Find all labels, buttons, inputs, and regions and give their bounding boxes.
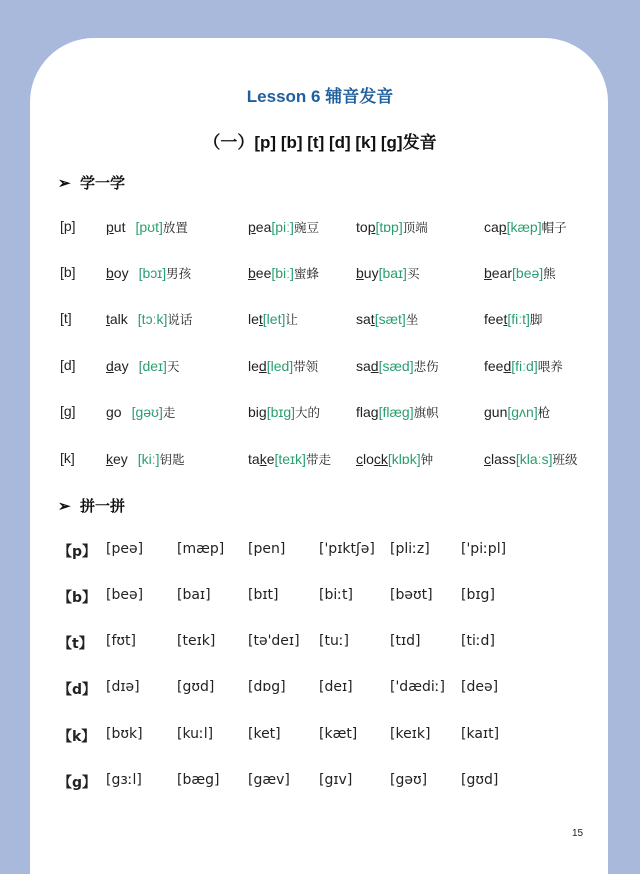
phonetic: [klɒk] (387, 451, 421, 467)
phonetic-item: [fʊt] (106, 633, 136, 649)
phonetic: [led] (266, 358, 294, 374)
phonetic: [bɔɪ] (138, 265, 167, 281)
underlined-letter: b (484, 265, 492, 281)
chinese-meaning: 班级 (552, 452, 578, 467)
underlined-letter: b (248, 265, 256, 281)
vocab-word (484, 403, 550, 421)
phonetic-item: [bæg] (177, 772, 220, 788)
vocab-word (484, 310, 542, 328)
learn-heading (58, 172, 125, 193)
vocab-word (106, 403, 175, 421)
phonetic-item: [keɪk] (390, 726, 431, 742)
underlined-letter: b (106, 265, 114, 281)
underlined-letter: k (106, 451, 113, 467)
chinese-meaning: 熊 (543, 266, 556, 281)
phonetic: [gəʊ] (131, 404, 163, 420)
vocab-word (484, 357, 563, 375)
phonetic: [pʊt] (135, 219, 163, 235)
spell-row-label: 【k】 (58, 729, 96, 745)
word-part: lo (363, 451, 374, 467)
underlined-letter: d (258, 358, 267, 374)
word-part: uy (363, 265, 379, 281)
phonetic: [bɪg] (266, 404, 296, 420)
arrow-bullet-icon: ➢ (58, 497, 71, 515)
spell-row-label: 【b】 (58, 590, 97, 606)
chinese-meaning: 悲伤 (413, 359, 439, 374)
vocab-word (106, 357, 179, 375)
phonetic-item: [pen] (248, 541, 286, 557)
chinese-meaning: 坐 (405, 312, 419, 327)
vocab-word (484, 218, 567, 236)
word-part: ee (255, 265, 272, 281)
chinese-meaning: 大的 (295, 405, 321, 420)
underlined-letter: c (356, 451, 363, 467)
vocab-word (106, 310, 192, 328)
vocab-word (106, 264, 191, 282)
phonetic-item: [teɪk] (177, 633, 216, 649)
vocab-word (356, 403, 439, 421)
phonetic-item: ['piːpl] (461, 541, 507, 557)
phonetic-item: [tə'deɪ] (248, 633, 300, 649)
phonetic: [kæp] (506, 219, 542, 235)
chinese-meaning: 钥匙 (159, 452, 185, 467)
phonetic: [kiː] (137, 451, 160, 467)
spell-heading-text: 拼一拼 (80, 497, 126, 515)
underlined-letter: g (106, 404, 114, 420)
underlined-letter: g (258, 404, 267, 420)
phonetic-item: [ket] (248, 726, 281, 742)
underlined-letter: p (367, 219, 376, 235)
learn-row-label: [t] (60, 310, 72, 326)
chinese-meaning: 蜜蜂 (293, 266, 319, 281)
chinese-meaning: 走 (162, 405, 176, 420)
phonetic-item: [tɪd] (390, 633, 421, 649)
phonetic-item: [bɪt] (248, 587, 279, 603)
phonetic-item: [pliːz] (390, 541, 430, 557)
phonetic-item: [deə] (461, 679, 499, 695)
word-part: fla (356, 404, 371, 420)
phonetic: [deɪ] (138, 358, 167, 374)
phonetic-item: [bəʊt] (390, 587, 433, 603)
phonetic: [sæd] (378, 358, 414, 374)
word-part: fee (484, 358, 504, 374)
underlined-letter: p (498, 219, 507, 235)
vocab-word (356, 264, 419, 282)
phonetic-item: [beə] (106, 587, 144, 603)
word-part: e (266, 451, 275, 467)
word-part: lass (491, 451, 516, 467)
chinese-meaning: 带领 (293, 359, 319, 374)
underlined-letter: p (106, 219, 114, 235)
phonetic: [fiːt] (507, 311, 530, 327)
vocab-word (106, 450, 185, 468)
phonetic-item: [deɪ] (319, 679, 353, 695)
spell-row-label: 【t】 (58, 636, 93, 652)
underlined-letter: k (259, 451, 267, 467)
phonetic-item: [mæp] (177, 541, 225, 557)
chinese-meaning: 枪 (537, 405, 551, 420)
underlined-letter: d (503, 358, 512, 374)
underlined-letter: g (484, 404, 492, 420)
phonetic: [fiːd] (511, 358, 538, 374)
word-part: ut (113, 219, 126, 235)
word-part: ay (113, 358, 129, 374)
chinese-meaning: 脚 (529, 312, 543, 327)
spell-row-label: 【p】 (58, 544, 97, 560)
underlined-letter: g (370, 404, 379, 420)
vocab-word (248, 450, 331, 468)
chinese-meaning: 买 (406, 266, 420, 281)
chinese-meaning: 顶端 (402, 220, 428, 235)
phonetic-item: [gɪv] (319, 772, 353, 788)
vocab-word (484, 450, 578, 468)
section-title: （一）[p] [b] [t] [d] [k] [g]发音 (203, 133, 437, 152)
underlined-letter: d (370, 358, 379, 374)
learn-row-label: [g] (60, 403, 76, 419)
chinese-meaning: 男孩 (166, 266, 192, 281)
lesson-title: Lesson 6 辅音发音 (246, 87, 394, 106)
word-part: le (248, 311, 259, 327)
word-part: to (356, 219, 368, 235)
phonetic: [gʌn] (507, 404, 538, 420)
phonetic-item: [bʊk] (106, 726, 143, 742)
word-part: ca (484, 219, 499, 235)
vocab-word (356, 310, 418, 328)
word-part: alk (109, 311, 128, 327)
chinese-meaning: 帽子 (541, 220, 567, 235)
phonetic-item: [dɪə] (106, 679, 140, 695)
word-part: fee (484, 311, 504, 327)
phonetic-item: [peə] (106, 541, 144, 557)
chinese-meaning: 带走 (305, 452, 331, 467)
underlined-letter: ck (373, 451, 388, 467)
chinese-meaning: 放置 (162, 220, 188, 235)
vocab-word (248, 357, 318, 375)
chinese-meaning: 钟 (420, 452, 434, 467)
phonetic-item: ['dædiː] (390, 679, 445, 695)
word-part: bi (248, 404, 259, 420)
phonetic-item: ['pɪktʃə] (319, 541, 375, 557)
vocab-word (356, 218, 428, 236)
page-number: 15 (572, 828, 584, 839)
phonetic-item: [kaɪt] (461, 726, 500, 742)
underlined-letter: t (370, 311, 375, 327)
phonetic-item: [kæt] (319, 726, 358, 742)
phonetic: [biː] (271, 265, 294, 281)
spell-row-label: 【g】 (58, 775, 97, 791)
underlined-letter: t (258, 311, 263, 327)
phonetic-item: [dɒg] (248, 679, 286, 695)
word-part: ear (491, 265, 513, 281)
chinese-meaning: 豌豆 (293, 220, 319, 235)
chinese-meaning: 天 (166, 359, 180, 374)
learn-row-label: [d] (60, 357, 76, 373)
vocab-word (356, 357, 439, 375)
underlined-letter: c (484, 451, 491, 467)
phonetic: [tɔːk] (137, 311, 168, 327)
word-part: sa (356, 311, 371, 327)
vocab-word (248, 218, 319, 236)
underlined-letter: p (248, 219, 256, 235)
word-part: ey (113, 451, 128, 467)
phonetic: [let] (262, 311, 286, 327)
phonetic-item: [gʊd] (177, 679, 215, 695)
learn-row-label: [b] (60, 264, 76, 280)
word-part: ta (248, 451, 260, 467)
phonetic: [klaːs] (515, 451, 553, 467)
learn-row-label: [p] (60, 218, 76, 234)
phonetic: [baɪ] (378, 265, 407, 281)
underlined-letter: t (106, 311, 110, 327)
phonetic-item: [tiːd] (461, 633, 495, 649)
phonetic-item: [bɪg] (461, 587, 495, 603)
spell-heading (58, 495, 125, 516)
phonetic: [tɒp] (375, 219, 403, 235)
learn-heading-text: 学一学 (80, 174, 126, 192)
vocab-word (248, 264, 319, 282)
vocab-word (106, 218, 188, 236)
phonetic-item: [tuː] (319, 633, 350, 649)
chinese-meaning: 旗帜 (413, 405, 439, 420)
chinese-meaning: 让 (285, 312, 298, 327)
phonetic-item: [gəʊ] (390, 772, 428, 788)
phonetic-item: [baɪ] (177, 587, 211, 603)
chinese-meaning: 说话 (167, 312, 193, 327)
vocab-word (484, 264, 556, 282)
vocab-word (248, 310, 298, 328)
underlined-letter: b (356, 265, 364, 281)
phonetic: [flæg] (378, 404, 414, 420)
word-part: un (491, 404, 508, 420)
phonetic-item: [biːt] (319, 587, 353, 603)
phonetic-item: [gɜːl] (106, 772, 142, 788)
phonetic-item: [gʊd] (461, 772, 499, 788)
vocab-word (356, 450, 433, 468)
phonetic: [beə] (512, 265, 544, 281)
word-part: le (248, 358, 259, 374)
phonetic-item: [gæv] (248, 772, 290, 788)
phonetic: [sæt] (374, 311, 406, 327)
word-part: ea (255, 219, 272, 235)
arrow-bullet-icon: ➢ (58, 174, 71, 192)
underlined-letter: t (503, 311, 508, 327)
phonetic-item: [kuːl] (177, 726, 214, 742)
learn-row-label: [k] (60, 450, 75, 466)
underlined-letter: d (106, 358, 114, 374)
spell-row-label: 【d】 (58, 682, 97, 698)
phonetic: [teɪk] (274, 451, 306, 467)
vocab-word (248, 403, 320, 421)
word-part: oy (113, 265, 129, 281)
chinese-meaning: 喂养 (537, 359, 563, 374)
phonetic: [piː] (271, 219, 294, 235)
word-part: o (113, 404, 122, 420)
word-part: sa (356, 358, 371, 374)
